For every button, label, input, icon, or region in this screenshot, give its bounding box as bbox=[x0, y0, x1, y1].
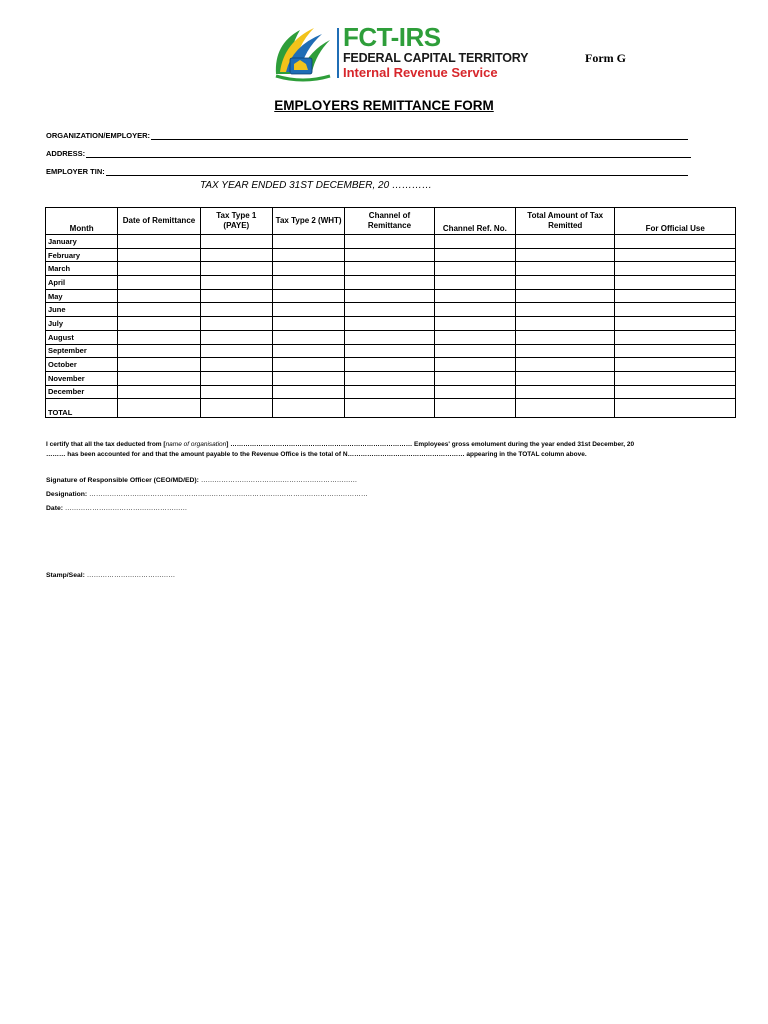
column-header: Channel of Remittance bbox=[345, 208, 434, 235]
entry-cell[interactable] bbox=[615, 371, 736, 385]
entry-cell[interactable] bbox=[516, 330, 615, 344]
entry-cell[interactable] bbox=[516, 248, 615, 262]
entry-cell[interactable] bbox=[434, 358, 515, 372]
entry-cell[interactable] bbox=[615, 317, 736, 331]
designation-line[interactable]: …………………………………………………………………………………………………………… bbox=[87, 491, 368, 498]
entry-cell[interactable] bbox=[615, 289, 736, 303]
entry-cell[interactable] bbox=[272, 371, 344, 385]
tin-line[interactable] bbox=[106, 169, 688, 176]
date-line[interactable]: ……………………………………………… bbox=[63, 505, 188, 512]
total-cell[interactable] bbox=[615, 399, 736, 418]
entry-cell[interactable] bbox=[345, 317, 434, 331]
entry-cell[interactable] bbox=[272, 385, 344, 399]
entry-cell[interactable] bbox=[118, 276, 200, 290]
month-cell: October bbox=[46, 358, 118, 372]
total-row bbox=[46, 399, 736, 418]
entry-cell[interactable] bbox=[118, 358, 200, 372]
entry-cell[interactable] bbox=[345, 235, 434, 249]
entry-cell[interactable] bbox=[434, 289, 515, 303]
entry-cell[interactable] bbox=[516, 344, 615, 358]
entry-cell[interactable] bbox=[272, 289, 344, 303]
total-cell[interactable] bbox=[118, 399, 200, 418]
cert-org-placeholder: name of organisation bbox=[165, 441, 227, 448]
entry-cell[interactable] bbox=[345, 248, 434, 262]
entry-cell[interactable] bbox=[434, 317, 515, 331]
entry-cell[interactable] bbox=[118, 248, 200, 262]
column-header: Tax Type 1 (PAYE) bbox=[200, 208, 272, 235]
address-label: ADDRESS: bbox=[46, 149, 86, 158]
entry-cell[interactable] bbox=[272, 358, 344, 372]
column-header: Month bbox=[46, 208, 118, 235]
entry-cell[interactable] bbox=[200, 303, 272, 317]
table-header-row bbox=[46, 208, 736, 235]
entry-cell[interactable] bbox=[516, 371, 615, 385]
table-row bbox=[46, 303, 736, 317]
address-field[interactable] bbox=[46, 149, 691, 158]
entry-cell[interactable] bbox=[272, 248, 344, 262]
entry-cell[interactable] bbox=[272, 276, 344, 290]
cert-part-2: ] ………………………………………………………………………… Employees' gross emolument during the year ended 31st December, 20 bbox=[226, 441, 635, 448]
entry-cell[interactable] bbox=[272, 262, 344, 276]
entry-cell[interactable] bbox=[118, 303, 200, 317]
table-row bbox=[46, 235, 736, 249]
entry-cell[interactable] bbox=[200, 344, 272, 358]
table-row bbox=[46, 248, 736, 262]
total-cell[interactable] bbox=[434, 399, 515, 418]
entry-cell[interactable] bbox=[200, 262, 272, 276]
entry-cell[interactable] bbox=[200, 371, 272, 385]
stamp-seal-label: Stamp/Seal: bbox=[46, 572, 85, 579]
designation-label: Designation: bbox=[46, 491, 88, 498]
coat-of-arms-emblem-icon bbox=[270, 24, 336, 82]
logo-subtitle-1: FEDERAL CAPITAL TERRITORY bbox=[343, 51, 529, 65]
fct-irs-logo bbox=[270, 22, 529, 82]
entry-cell[interactable] bbox=[615, 344, 736, 358]
total-cell[interactable] bbox=[516, 399, 615, 418]
entry-cell[interactable] bbox=[434, 371, 515, 385]
entry-cell[interactable] bbox=[118, 235, 200, 249]
entry-cell[interactable] bbox=[434, 344, 515, 358]
month-cell: August bbox=[46, 330, 118, 344]
organization-field[interactable] bbox=[46, 131, 688, 140]
total-label: TOTAL bbox=[46, 399, 118, 418]
month-cell: April bbox=[46, 276, 118, 290]
entry-cell[interactable] bbox=[345, 330, 434, 344]
entry-cell[interactable] bbox=[272, 303, 344, 317]
month-cell: February bbox=[46, 248, 118, 262]
entry-cell[interactable] bbox=[200, 248, 272, 262]
form-title-text: EMPLOYERS REMITTANCE FORM bbox=[274, 98, 494, 113]
entry-cell[interactable] bbox=[345, 358, 434, 372]
entry-cell[interactable] bbox=[272, 235, 344, 249]
remittance-table bbox=[45, 207, 736, 418]
entry-cell[interactable] bbox=[118, 385, 200, 399]
entry-cell[interactable] bbox=[200, 235, 272, 249]
officer-signature-field[interactable] bbox=[46, 477, 357, 484]
entry-cell[interactable] bbox=[516, 358, 615, 372]
month-cell: November bbox=[46, 371, 118, 385]
entry-cell[interactable] bbox=[118, 262, 200, 276]
entry-cell[interactable] bbox=[200, 385, 272, 399]
table-row bbox=[46, 344, 736, 358]
month-cell: May bbox=[46, 289, 118, 303]
stamp-seal-line[interactable]: ………………………………… bbox=[84, 572, 176, 579]
designation-field[interactable] bbox=[46, 491, 368, 498]
entry-cell[interactable] bbox=[516, 276, 615, 290]
entry-cell[interactable] bbox=[516, 317, 615, 331]
total-cell[interactable] bbox=[200, 399, 272, 418]
table-row bbox=[46, 358, 736, 372]
entry-cell[interactable] bbox=[272, 317, 344, 331]
form-title bbox=[0, 98, 768, 113]
table-row bbox=[46, 289, 736, 303]
form-label: Form G bbox=[585, 51, 626, 65]
entry-cell[interactable] bbox=[516, 289, 615, 303]
entry-cell[interactable] bbox=[272, 344, 344, 358]
entry-cell[interactable] bbox=[118, 371, 200, 385]
certification-text bbox=[46, 440, 736, 460]
month-cell: July bbox=[46, 317, 118, 331]
logo-subtitle-2: Internal Revenue Service bbox=[343, 65, 498, 80]
date-label: Date: bbox=[46, 505, 63, 512]
entry-cell[interactable] bbox=[615, 235, 736, 249]
cert-part-3: ……… has been accounted for and that the amount payable to the Revenue Office is the total of N……………………………………………… appearing in the TOTAL column above. bbox=[46, 451, 587, 458]
entry-cell[interactable] bbox=[345, 289, 434, 303]
tax-year-line: TAX YEAR ENDED 31ST DECEMBER, 20 ………… bbox=[200, 180, 432, 191]
entry-cell[interactable] bbox=[434, 235, 515, 249]
stamp-seal-field[interactable] bbox=[46, 572, 175, 579]
tin-field[interactable] bbox=[46, 167, 688, 176]
entry-cell[interactable] bbox=[516, 303, 615, 317]
month-cell: September bbox=[46, 344, 118, 358]
column-header: Date of Remittance bbox=[118, 208, 200, 235]
address-line[interactable] bbox=[86, 151, 691, 158]
entry-cell[interactable] bbox=[200, 289, 272, 303]
entry-cell[interactable] bbox=[345, 385, 434, 399]
column-header: Tax Type 2 (WHT) bbox=[272, 208, 344, 235]
entry-cell[interactable] bbox=[615, 248, 736, 262]
entry-cell[interactable] bbox=[200, 358, 272, 372]
entry-cell[interactable] bbox=[200, 330, 272, 344]
entry-cell[interactable] bbox=[345, 276, 434, 290]
table-row bbox=[46, 385, 736, 399]
entry-cell[interactable] bbox=[272, 330, 344, 344]
table-row bbox=[46, 317, 736, 331]
table-row bbox=[46, 371, 736, 385]
entry-cell[interactable] bbox=[200, 276, 272, 290]
entry-cell[interactable] bbox=[118, 317, 200, 331]
entry-cell[interactable] bbox=[345, 262, 434, 276]
officer-signature-label: Signature of Responsible Officer (CEO/MD/ED): bbox=[46, 477, 199, 484]
date-field[interactable] bbox=[46, 505, 187, 512]
entry-cell[interactable] bbox=[516, 262, 615, 276]
entry-cell[interactable] bbox=[434, 262, 515, 276]
entry-cell[interactable] bbox=[516, 235, 615, 249]
entry-cell[interactable] bbox=[615, 303, 736, 317]
entry-cell[interactable] bbox=[434, 248, 515, 262]
entry-cell[interactable] bbox=[516, 385, 615, 399]
entry-cell[interactable] bbox=[118, 330, 200, 344]
entry-cell[interactable] bbox=[434, 276, 515, 290]
entry-cell[interactable] bbox=[345, 371, 434, 385]
month-cell: March bbox=[46, 262, 118, 276]
table-row bbox=[46, 262, 736, 276]
entry-cell[interactable] bbox=[434, 330, 515, 344]
entry-cell[interactable] bbox=[118, 289, 200, 303]
organization-line[interactable] bbox=[151, 133, 688, 140]
month-cell: December bbox=[46, 385, 118, 399]
entry-cell[interactable] bbox=[200, 317, 272, 331]
entry-cell[interactable] bbox=[434, 385, 515, 399]
entry-cell[interactable] bbox=[615, 358, 736, 372]
entry-cell[interactable] bbox=[118, 344, 200, 358]
month-cell: January bbox=[46, 235, 118, 249]
logo-divider bbox=[337, 28, 339, 78]
entry-cell[interactable] bbox=[615, 385, 736, 399]
entry-cell[interactable] bbox=[345, 303, 434, 317]
column-header: Total Amount of Tax Remitted bbox=[516, 208, 615, 235]
total-cell[interactable] bbox=[345, 399, 434, 418]
entry-cell[interactable] bbox=[615, 330, 736, 344]
entry-cell[interactable] bbox=[615, 262, 736, 276]
column-header: For Official Use bbox=[615, 208, 736, 235]
organization-label: ORGANIZATION/EMPLOYER: bbox=[46, 131, 151, 140]
logo-brand: FCT-IRS bbox=[343, 22, 441, 52]
tin-label: EMPLOYER TIN: bbox=[46, 167, 105, 176]
entry-cell[interactable] bbox=[615, 276, 736, 290]
officer-signature-line[interactable]: …………………………………………………………… bbox=[198, 477, 358, 484]
total-cell[interactable] bbox=[272, 399, 344, 418]
entry-cell[interactable] bbox=[345, 344, 434, 358]
month-cell: June bbox=[46, 303, 118, 317]
table-row bbox=[46, 330, 736, 344]
column-header: Channel Ref. No. bbox=[434, 208, 515, 235]
cert-part-1: I certify that all the tax deducted from [ bbox=[46, 441, 166, 448]
entry-cell[interactable] bbox=[434, 303, 515, 317]
table-row bbox=[46, 276, 736, 290]
